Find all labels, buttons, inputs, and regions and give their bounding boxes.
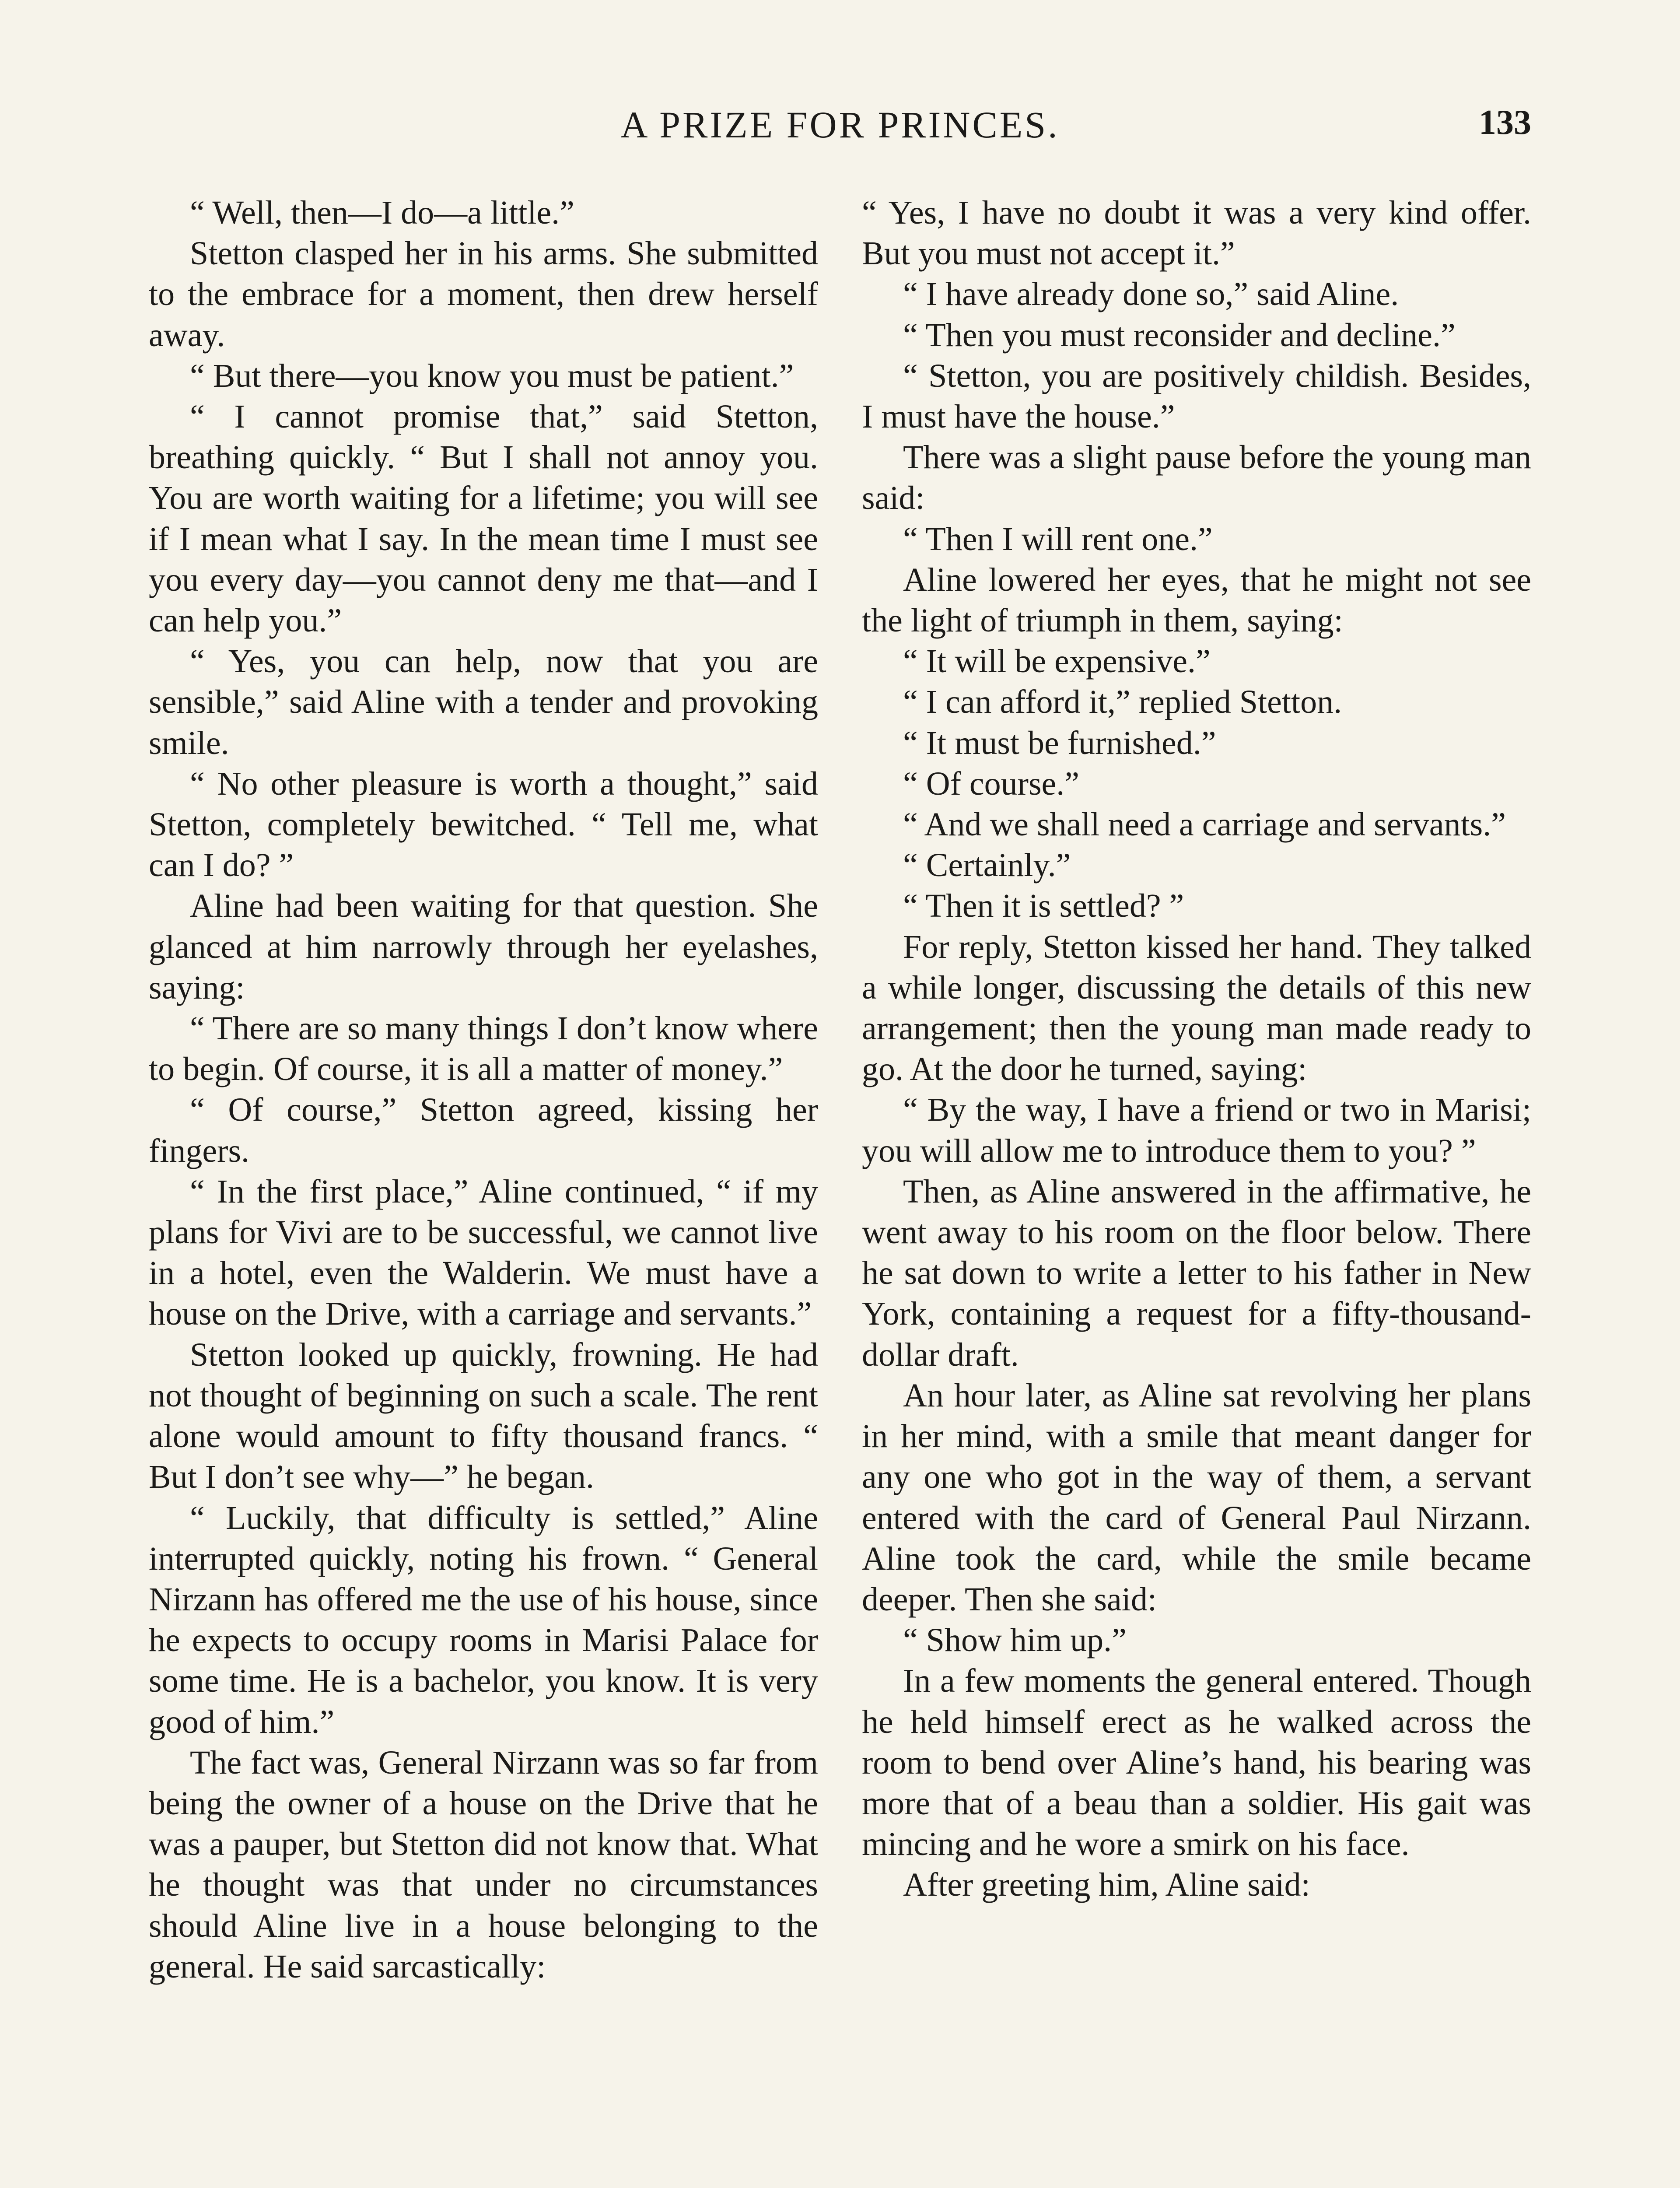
paragraph: “ It will be expensive.” [903,643,1211,680]
paragraph: “ Stetton, you are positively childish. Besides, I must have the house.” [862,357,1531,435]
paragraph: “ Show him up.” [903,1622,1127,1659]
paragraph: “ No other pleasure is worth a thought,” said Stetton, completely bewitched. “ Tell me, what can I do? ” [149,765,818,884]
paragraph: “ Luckily, that difficulty is settled,” Aline interrupted quickly, noting his frown. “ General Nirzann has offered me the use of his house, since he expects to occupy rooms in Marisi Palace for some time. He is a bachelor, you know. It is very good of him.” [149,1499,818,1740]
paragraph: “ Of course,” Stetton agreed, kissing her fingers. [149,1091,818,1169]
paragraph: “ I can afford it,” replied Stetton. [903,684,1342,721]
paragraph: In a few moments the general entered. Though he held himself erect as he walked across the room to bend over Aline’s hand, his bearing was more that of a beau than a soldier. His gait was mincing and he wore a smirk on his face. [862,1662,1531,1863]
paragraph: “ But there—you know you must be patient.” [190,357,794,394]
paragraph: After greeting him, Aline said: [903,1866,1310,1904]
paragraph: “ Certainly.” [903,847,1071,884]
paragraph: “ There are so many things I don’t know where to begin. Of course, it is all a matter of money.” [149,1010,818,1088]
paragraph: “ Then it is settled? ” [903,887,1184,925]
paragraph: Then, as Aline answered in the affirmative, he went away to his room on the floor below. There he sat down to write a letter to his father in New York, containing a request for a fifty-thousand-dollar draft. [862,1173,1531,1373]
paragraph: “ And we shall need a carriage and servants.” [903,806,1506,843]
paragraph: An hour later, as Aline sat revolving her plans in her mind, with a smile that meant danger for any one who got in the way of them, a servant entered with the card of General Paul Nirzann. Aline took the card, while the smile became deeper. Then she said: [862,1377,1531,1618]
running-title: A PRIZE FOR PRINCES. [620,104,1060,146]
right-column [862,193,1531,2188]
paragraph: There was a slight pause before the young man said: [862,439,1531,517]
paragraph: “ By the way, I have a friend or two in Marisi; you will allow me to introduce them to you? ” [862,1091,1531,1169]
left-column [149,193,818,2188]
page-header [149,103,1531,155]
page-number: 133 [1479,103,1531,142]
paragraph: For reply, Stetton kissed her hand. They talked a while longer, discussing the details of this new arrangement; then the young man made ready to go. At the door he turned, saying: [862,928,1531,1088]
paragraph: “ Of course.” [903,765,1080,802]
paragraph: “ It must be furnished.” [903,724,1216,761]
paragraph: “ I cannot promise that,” said Stetton, breathing quickly. “ But I shall not annoy you. You are worth waiting for a lifetime; you will see if I mean what I say. In the mean time I must see you every day—you cannot deny me that—and I can help you.” [149,398,818,639]
paragraph-continued: “ Yes, I have no doubt it was a very kind offer. But you must not accept it.” [862,194,1531,272]
paragraph: Stetton looked up quickly, frowning. He had not thought of beginning on such a scale. The rent alone would amount to fifty thousand francs. “ But I don’t see why—” he began. [149,1336,818,1496]
paragraph: “ Then I will rent one.” [903,520,1213,558]
paragraph: Aline lowered her eyes, that he might not see the light of triumph in them, saying: [862,561,1531,639]
paragraph: “ Then you must reconsider and decline.” [903,316,1456,354]
paragraph: The fact was, General Nirzann was so far from being the owner of a house on the Drive that he was a pauper, but Stetton did not know that. What he thought was that under no circumstances should Aline live in a house belonging to the general. He said sarcastically: [149,1744,818,1985]
paragraph: Stetton clasped her in his arms. She submitted to the embrace for a moment, then drew herself away. [149,235,818,354]
paragraph: Aline had been waiting for that question. She glanced at him narrowly through her eyelashes, saying: [149,887,818,1006]
paragraph: “ In the first place,” Aline continued, “ if my plans for Vivi are to be successful, we cannot live in a hotel, even the Walderin. We must have a house on the Drive, with a carriage and servants.” [149,1173,818,1332]
paragraph: “ Yes, you can help, now that you are sensible,” said Aline with a tender and provoking smile. [149,643,818,761]
paragraph: “ I have already done so,” said Aline. [903,276,1399,313]
paragraph: “ Well, then—I do—a little.” [190,194,574,231]
